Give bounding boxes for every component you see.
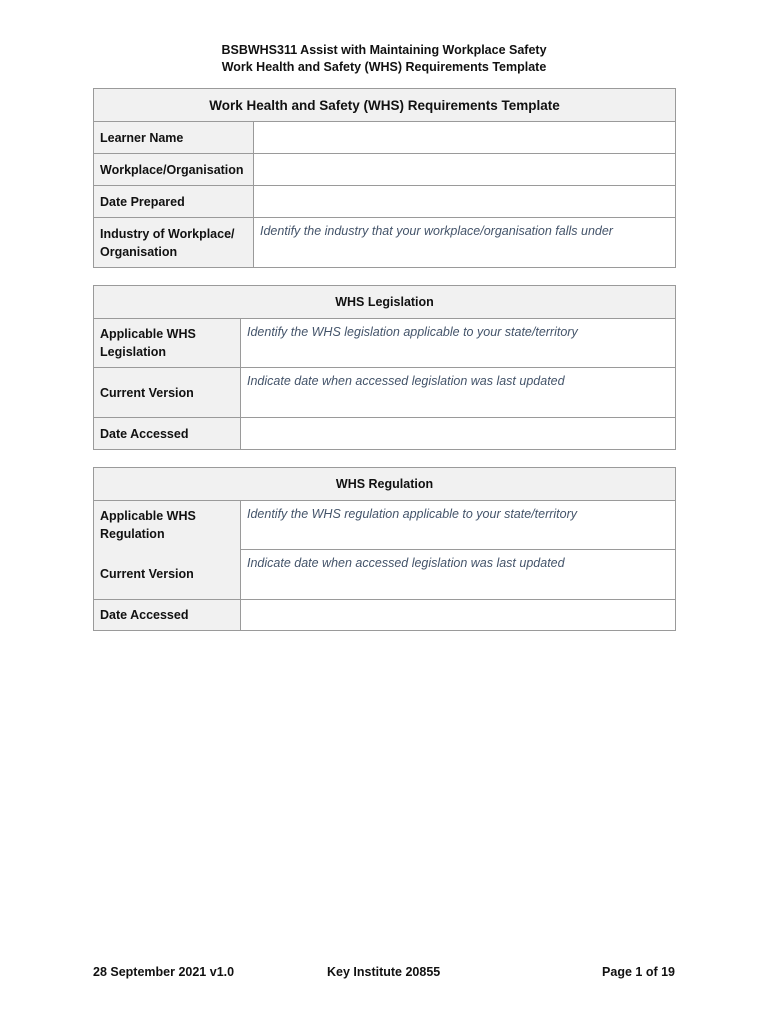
applicable-legislation-field[interactable]: Identify the WHS legislation applicable to your state/territory [241,319,676,368]
date-prepared-field[interactable] [254,186,676,218]
footer-page-number: Page 1 of 19 [602,965,675,979]
industry-label-line1: Industry of Workplace/ [100,226,235,241]
industry-label-line2: Organisation [100,244,178,259]
course-title: BSBWHS311 Assist with Maintaining Workplace Safety [221,43,547,57]
legislation-version-label: Current Version [94,368,241,418]
applicable-legislation-label-line1: Applicable WHS [100,327,196,341]
template-title: Work Health and Safety (WHS) Requirements Template [221,59,547,74]
industry-label [94,218,254,268]
regulation-version-field[interactable]: Indicate date when accessed legislation was last updated [241,550,676,600]
page-footer [93,965,675,981]
regulation-table [93,467,676,631]
regulation-table-title: WHS Regulation [94,468,676,501]
applicable-regulation-field[interactable]: Identify the WHS regulation applicable to your state/territory [241,501,676,550]
document-header [0,42,768,75]
footer-date-version: 28 September 2021 v1.0 [93,965,235,979]
date-prepared-label: Date Prepared [94,186,254,218]
footer-institute: Key Institute 20855 [327,965,441,979]
regulation-date-accessed-label: Date Accessed [94,600,241,631]
workplace-label: Workplace/Organisation [94,154,254,186]
learner-name-label: Learner Name [94,122,254,154]
regulation-version-label: Current Version [94,550,241,600]
details-table [93,88,676,268]
legislation-version-field[interactable]: Indicate date when accessed legislation was last updated [241,368,676,418]
learner-name-field[interactable] [254,122,676,154]
applicable-regulation-label [94,501,241,550]
workplace-field[interactable] [254,154,676,186]
legislation-date-accessed-field[interactable] [241,418,676,450]
details-table-title: Work Health and Safety (WHS) Requirements Template [94,89,676,122]
applicable-legislation-label-line2: Legislation [100,345,166,359]
legislation-date-accessed-label: Date Accessed [94,418,241,450]
applicable-legislation-label [94,319,241,368]
legislation-table [93,285,676,450]
applicable-regulation-label-line1: Applicable WHS [100,509,196,524]
legislation-table-title: WHS Legislation [94,286,676,319]
industry-field[interactable]: Identify the industry that your workplace/organisation falls under [254,218,676,268]
applicable-regulation-label-line2: Regulation [100,527,165,542]
regulation-date-accessed-field[interactable] [241,600,676,631]
